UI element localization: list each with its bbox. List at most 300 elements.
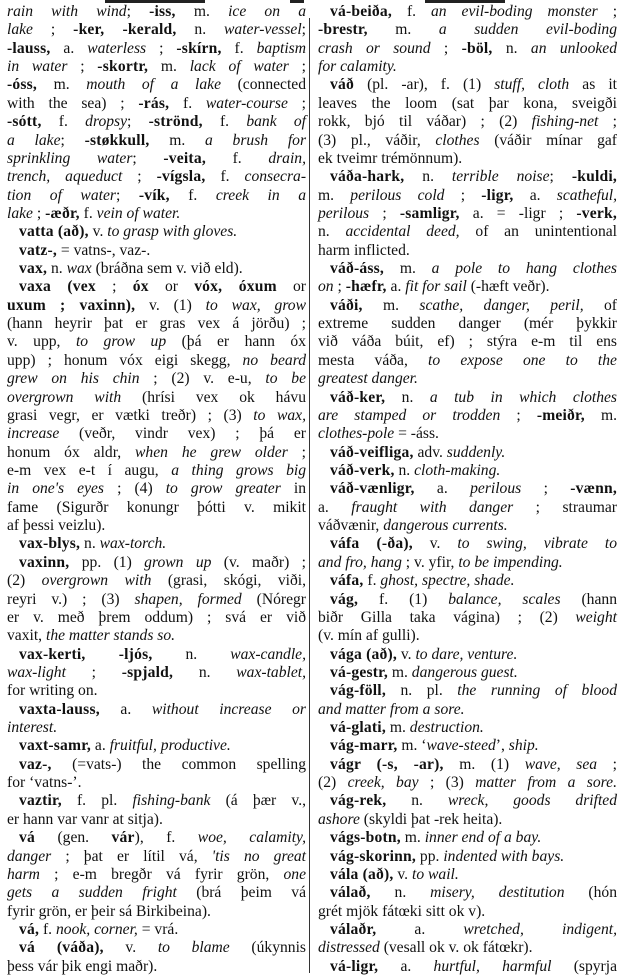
text-line — [318, 848, 617, 866]
text-line — [7, 591, 306, 609]
headword: vág-föll, — [330, 682, 386, 700]
text: fyrir grön, er þeir sá Birkibeina). — [7, 902, 211, 920]
headword: vax-kerti, -ljós, — [19, 645, 153, 663]
definition: perilous — [318, 204, 370, 222]
definition: a sudden evil-boding — [438, 21, 617, 39]
headword: -ligr, — [481, 186, 514, 204]
text: ; — [500, 406, 537, 424]
text: n. — [152, 645, 231, 663]
definition: a lake — [7, 131, 61, 149]
headword: váfa (-ða), — [330, 535, 413, 553]
definition: nook, corner, — [55, 920, 138, 938]
text-line — [318, 223, 617, 241]
text: f. pl. — [61, 792, 133, 810]
text-line — [318, 480, 617, 498]
definition: wax-tablet, — [236, 663, 306, 681]
definition: to be — [265, 370, 307, 388]
headword: -iss, — [149, 3, 176, 20]
text-line — [7, 352, 306, 370]
text-line — [7, 701, 306, 719]
text: biðr Gilla taka vágina) ; (2) — [318, 608, 576, 626]
headword: -rás, — [138, 94, 170, 112]
text: ; (4) — [104, 480, 166, 498]
text-line — [7, 774, 306, 792]
text-line — [318, 811, 617, 829]
headword: vág-marr, — [330, 737, 398, 755]
text: m. — [362, 296, 420, 314]
definition: lack of water — [189, 58, 289, 76]
definition: wax-light — [7, 663, 66, 681]
text-line — [318, 278, 617, 296]
definition: a brush for — [205, 131, 307, 149]
headword: -lauss, — [7, 39, 51, 57]
headword: váð-vænligr, — [330, 480, 415, 498]
text: ; e-m bregðr vá fyrir grön, — [39, 865, 284, 883]
text: n. — [47, 260, 67, 278]
definition: greatest danger. — [318, 370, 418, 388]
headword: -kuldi, — [571, 168, 617, 186]
text-line — [7, 260, 306, 278]
text-line — [7, 95, 306, 113]
text: ; (3) — [418, 774, 476, 792]
text: f. — [205, 149, 269, 167]
definition: no beard — [242, 351, 306, 369]
definition: on — [318, 278, 334, 296]
text: (=vats-) the common spelling — [51, 755, 306, 773]
text-line — [7, 58, 306, 76]
headword: váða-hark, — [330, 168, 405, 186]
definition: without increase or — [151, 700, 306, 718]
headword: -verk, — [576, 204, 617, 222]
text: ; — [115, 186, 139, 204]
text-line — [7, 517, 306, 535]
headword: -óss, — [7, 76, 38, 94]
headword: váði, — [330, 296, 363, 314]
definition: ship. — [508, 737, 539, 755]
text-line — [318, 444, 617, 462]
text: ; — [430, 39, 462, 57]
definition: to expose one to the — [428, 351, 617, 369]
text-line — [7, 444, 306, 462]
text: n. — [176, 21, 225, 39]
text-line — [7, 168, 306, 186]
definition: grown up — [144, 553, 212, 571]
text: (hann heyrir þat er gras vex á jörðu) ; — [7, 315, 306, 333]
definition: harm — [7, 865, 40, 883]
text: v. — [412, 535, 458, 553]
text: as it — [569, 76, 618, 94]
text-line — [318, 3, 617, 21]
text-line — [318, 517, 617, 535]
text: n. pl. — [385, 682, 458, 700]
text: ; — [549, 168, 572, 186]
definition: vein of water. — [96, 204, 181, 222]
text-line — [7, 150, 306, 168]
text-line — [318, 646, 617, 664]
text-line — [318, 903, 617, 921]
headword: vóx, óxum — [194, 278, 277, 296]
headword: vax, — [19, 260, 48, 278]
text-line — [7, 407, 306, 425]
definition: to blame — [157, 939, 230, 957]
text: a. — [318, 498, 352, 516]
text-line — [318, 260, 617, 278]
headword: vá-gestr, — [330, 663, 388, 681]
definition: matter from a sore. — [475, 774, 617, 792]
text: ’, — [495, 737, 509, 755]
definition: 'tis no great — [211, 847, 307, 865]
headword: -brestr, — [318, 21, 368, 39]
text: n. — [492, 39, 531, 57]
definition: tion of water — [7, 186, 116, 204]
text: a. — [378, 957, 434, 975]
text-line — [7, 682, 306, 700]
definition: cloth-making. — [414, 461, 501, 479]
definition: woe, calamity, — [197, 829, 307, 847]
text-line — [318, 389, 617, 407]
text: er v. með þrem oddum) ; svá er við — [7, 608, 306, 626]
text-line — [7, 609, 306, 627]
headword: váð-veifliga, — [330, 443, 414, 461]
text-line — [318, 829, 617, 847]
text: (þá er hann óx — [166, 333, 306, 351]
headword: vágr (-s, -ar), — [330, 755, 444, 773]
text-line — [318, 682, 617, 700]
text: ; v. yfir, — [401, 553, 459, 571]
definition: waterless — [87, 39, 147, 57]
text-line — [7, 425, 306, 443]
text: (grasi, skógi, viði, — [151, 572, 306, 590]
text: f. — [363, 572, 381, 590]
text: a. — [50, 39, 88, 57]
text-line — [318, 187, 617, 205]
text-line — [318, 407, 617, 425]
text: ; — [95, 278, 133, 296]
definition: danger — [7, 847, 52, 865]
text-line — [318, 792, 617, 810]
text: ; (2) v. e-u, — [139, 370, 266, 388]
text: f. — [202, 113, 247, 131]
definition: accidental deed, — [345, 223, 460, 241]
headword: vax-blys, — [19, 535, 81, 553]
column-divider — [309, 18, 310, 973]
text-line — [7, 646, 306, 664]
definition: baptism — [256, 39, 306, 57]
definition: terrible noise — [451, 168, 550, 186]
text-line — [7, 187, 306, 205]
text-line — [318, 572, 617, 590]
text: adv. — [413, 443, 447, 461]
text: m. (1) — [443, 755, 525, 773]
definition: ashore — [318, 810, 360, 828]
text: a. = -ligr ; — [459, 204, 577, 222]
headword: vaxa (vex — [19, 278, 96, 296]
definition: clothes-pole — [318, 425, 395, 443]
text-line — [318, 884, 617, 902]
definition: drain, — [268, 149, 307, 167]
definition: wreck, goods drifted — [447, 792, 617, 810]
definition: increase — [7, 425, 60, 443]
text-line — [7, 40, 306, 58]
text: m. — [148, 58, 190, 76]
text: ; — [521, 480, 571, 498]
headword: vatta (að), — [19, 223, 89, 241]
text-line — [7, 792, 306, 810]
headword: vár — [111, 829, 135, 847]
text: ; — [132, 149, 164, 167]
text-line — [318, 40, 617, 58]
text: ; — [597, 755, 618, 773]
headword: váð-áss, — [330, 260, 385, 278]
text-line — [7, 627, 306, 645]
text-line — [318, 591, 617, 609]
text: f. — [392, 3, 431, 20]
headword: vágs-botn, — [330, 829, 401, 847]
text: (2) — [7, 572, 42, 590]
text: upp) ; honum vóx eigi skegg, — [7, 351, 243, 369]
text: a. — [99, 700, 152, 718]
text: in — [280, 480, 306, 498]
headword: -støkkull, — [84, 131, 150, 149]
text: ; — [597, 3, 618, 20]
definition: when he grew older — [135, 443, 288, 461]
definition: sprinkling water — [7, 149, 133, 167]
text-line — [318, 76, 617, 94]
text: (Nóregr — [241, 590, 306, 608]
definition: inner end of a bay. — [424, 829, 542, 847]
definition: perilous cold — [350, 186, 445, 204]
definition: mouth of a lake — [86, 76, 221, 94]
text: n. — [80, 535, 100, 553]
text: mesta váða, — [318, 351, 429, 369]
text: ek tveimr trémönnum). — [318, 149, 463, 167]
text-line — [318, 737, 617, 755]
text-line — [318, 132, 617, 150]
headword: váð-verk, — [330, 461, 395, 479]
text: (connected — [221, 76, 307, 94]
text-line — [318, 701, 617, 719]
text: a. — [414, 480, 471, 498]
definition: to wax, grow — [205, 296, 307, 314]
text: for ‘vatns-’. — [7, 774, 82, 792]
text-line — [318, 315, 617, 333]
definition: overgrown with — [7, 388, 122, 406]
text-line — [7, 903, 306, 921]
text-line — [318, 756, 617, 774]
text: v. upp, — [7, 333, 76, 351]
headword: vatz-, — [19, 241, 57, 259]
text: with the sea) ; — [7, 94, 139, 112]
definition: stuff, cloth — [494, 76, 570, 94]
text: ; — [598, 113, 617, 131]
definition: the matter stands so. — [45, 627, 176, 645]
definition: water-vessel — [224, 21, 302, 39]
definition: wax-torch. — [99, 535, 167, 553]
definition: ice on a — [228, 3, 307, 20]
text-line — [318, 462, 617, 480]
text: (2) — [318, 774, 348, 792]
definition: fishing-bank — [132, 792, 211, 810]
text: n. — [385, 388, 430, 406]
text: a. — [513, 186, 557, 204]
text: f. — [39, 920, 56, 938]
definition: fraught with danger — [351, 498, 514, 516]
headword: vaxt-samr, — [19, 737, 92, 755]
text: m. — [385, 719, 410, 737]
headword: -vígsla, — [156, 168, 206, 186]
text: (v. maðr) ; — [211, 553, 306, 571]
text: n. — [386, 792, 448, 810]
text: ; — [122, 168, 157, 186]
headword: vága (að), — [330, 645, 397, 663]
definition: dropsy — [85, 113, 128, 131]
definition: in one's eyes — [7, 480, 105, 498]
text-line — [7, 389, 306, 407]
text-line — [7, 756, 306, 774]
definition: lake — [7, 21, 33, 39]
text: reyri v.) ; (3) — [7, 590, 135, 608]
definition: fit for sail — [405, 278, 467, 296]
text-line — [7, 829, 306, 847]
definition: wax — [66, 260, 92, 278]
headword: -æðr, — [45, 204, 80, 222]
definition: balance, scales — [448, 590, 561, 608]
text: f. — [205, 168, 245, 186]
text-line — [7, 664, 306, 682]
text: þess vár þik engi maðr). — [7, 957, 158, 975]
text: f. — [169, 94, 206, 112]
text-line — [7, 719, 306, 737]
text: v. — [103, 939, 158, 957]
text-line — [7, 554, 306, 572]
headword: váð-ker, — [330, 388, 386, 406]
text: pp. (1) — [69, 553, 145, 571]
definition: hurtful, harmful — [433, 957, 552, 975]
definition: overgrown with — [41, 572, 152, 590]
definition: creek in a — [215, 186, 306, 204]
definition: the running of blood — [457, 682, 618, 700]
text: leaves the loom (sat þar kona, sveigði — [318, 94, 617, 112]
text-line — [7, 921, 306, 939]
headword: vaxinn, — [19, 553, 70, 571]
definition: lake — [7, 204, 33, 222]
definition: misery, destitution — [430, 884, 565, 902]
text: ; þat er lítil vá, — [51, 847, 212, 865]
headword: óx — [132, 278, 149, 296]
text-line — [7, 572, 306, 590]
text: a. — [386, 278, 406, 296]
headword: vaz-, — [19, 755, 52, 773]
headword: vá-glati, — [330, 719, 386, 737]
text: ; — [60, 131, 85, 149]
text: ; — [146, 39, 177, 57]
definition: destruction. — [409, 719, 484, 737]
text-line — [7, 297, 306, 315]
text-line — [7, 333, 306, 351]
text: v. — [393, 865, 412, 883]
text: (3) pl., váðir, — [318, 131, 436, 149]
text-line — [318, 333, 617, 351]
text-line — [318, 205, 617, 223]
text: m. — [175, 3, 229, 20]
text-line — [318, 958, 617, 976]
text: (spyrja — [551, 957, 618, 975]
headword: vá — [19, 829, 35, 847]
text: ; — [32, 21, 74, 39]
definition: to dare, venture. — [415, 645, 518, 663]
definition: an evil-boding monster — [431, 3, 598, 20]
definition: one — [283, 865, 306, 883]
text: (úkynnis — [229, 939, 306, 957]
text: (bráðna sem v. við eld). — [91, 260, 243, 278]
definition: creek, bay — [347, 774, 419, 792]
text: m. — [367, 21, 439, 39]
definition: interest. — [7, 719, 58, 737]
text: for writing on. — [7, 682, 98, 700]
text: n. — [173, 663, 237, 681]
text: harm inflicted. — [318, 241, 410, 259]
text: vaxit, — [7, 627, 46, 645]
text-line — [318, 939, 617, 957]
text: (vesall ok v. ok fátœkr). — [379, 939, 533, 957]
text: = -áss. — [394, 425, 439, 443]
text-line — [318, 425, 617, 443]
headword: válaðr, — [330, 920, 377, 938]
headword: váð — [330, 76, 354, 94]
headword: -böl, — [461, 39, 493, 57]
definition: dangerous currents. — [383, 517, 508, 535]
text-line — [7, 205, 306, 223]
definition: scathe, danger, peril, — [419, 296, 584, 314]
headword: vála (að), — [330, 865, 394, 883]
text: grét mjök fátœki sitt ok v). — [318, 902, 486, 920]
definition: to grasp with gloves. — [107, 223, 238, 241]
text: v. — [396, 645, 416, 663]
text: (hón — [564, 884, 617, 902]
definition: consecra- — [244, 168, 307, 186]
definition: fishing-net — [531, 113, 599, 131]
definition: rain with wind — [7, 3, 127, 20]
definition: and fro, hang — [318, 553, 402, 571]
text-line — [7, 370, 306, 388]
definition: a tub in which clothes — [429, 388, 617, 406]
text: a. — [91, 737, 110, 755]
headword: -ker, -kerald, — [73, 21, 177, 39]
text: fame (Sigurðr konungr þótti v. mikit — [7, 498, 306, 516]
definition: dangerous guest. — [411, 663, 518, 681]
text: a. — [376, 920, 464, 938]
text: = vatns-, vaz-. — [57, 241, 151, 259]
text: e-m vex e-t í augu, — [7, 461, 172, 479]
text-line — [7, 737, 306, 755]
text-line — [318, 609, 617, 627]
definition: clothes — [435, 131, 480, 149]
headword: vá, — [19, 920, 40, 938]
headword: vaztir, — [19, 792, 62, 810]
text: n. — [318, 223, 346, 241]
text: m. — [37, 76, 87, 94]
text-line — [7, 866, 306, 884]
definition: an unlooked — [530, 39, 618, 57]
headword: váfa, — [330, 572, 364, 590]
text: (-hæft veðr). — [466, 278, 550, 296]
text-line — [318, 21, 617, 39]
text: ; — [127, 113, 149, 131]
text: (veðr, vindr vex) ; þá er — [59, 425, 306, 443]
text-line — [318, 921, 617, 939]
text: ; — [288, 58, 306, 76]
definition: to wail. — [411, 865, 459, 883]
